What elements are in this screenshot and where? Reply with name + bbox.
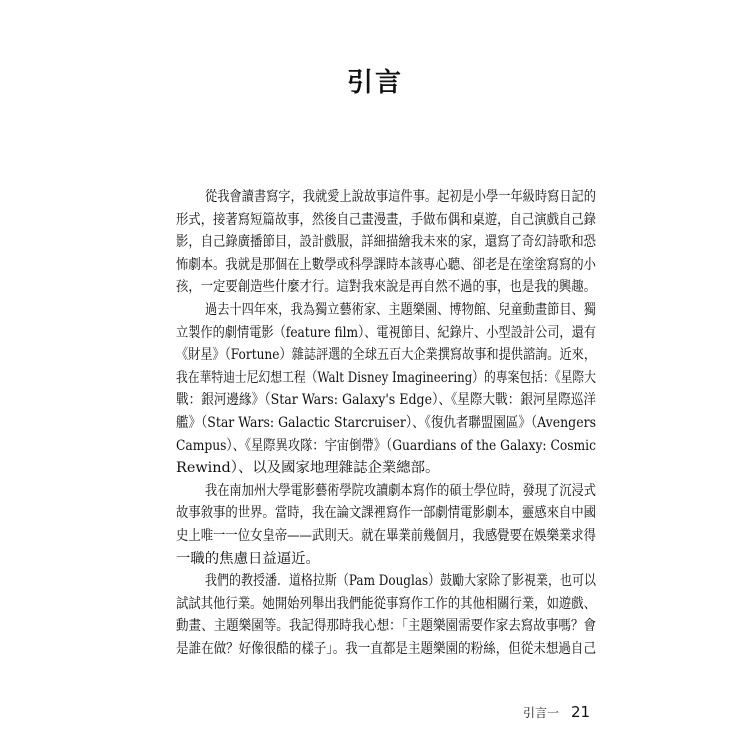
text-line: 我們的教授潘．道格拉斯（Pam Douglas）鼓勵大家除了影視業，也可以 — [205, 573, 596, 590]
text-line: 試試其他行業。她開始列舉出我們能從事寫作工作的其他相關行業，如遊戲、 — [176, 595, 596, 612]
text-line: 過去十四年來，我為獨立藝術家、主題樂園、博物館、兒童動畫節目、獨 — [205, 301, 596, 318]
text-line: 我在南加州大學電影藝術學院攻讀劇本寫作的碩士學位時，發現了沉浸式 — [205, 482, 596, 499]
text-line: 是誰在做？好像很酷的樣子」。我一直都是主題樂園的粉絲，但從未想過自己 — [176, 640, 596, 657]
body-text — [176, 186, 596, 660]
running-header-label: 引言一 — [523, 706, 560, 720]
text-line: 形式，接著寫短篇故事，然後自己畫漫畫，手做布偶和桌遊，自己演戲自己錄 — [176, 211, 596, 228]
text-line: Campus）、《星際異攻隊：宇宙倒帶》（Guardians of the Galaxy: Cosmic — [176, 437, 596, 454]
text-line: 我在華特迪士尼幻想工程（Walt Disney Imagineering）的專案包括：《星際大 — [176, 369, 596, 386]
text-line: 一職的焦慮日益逼近。 — [176, 550, 320, 567]
chapter-title: 引言 — [346, 68, 403, 98]
text-line: 艦》（Star Wars: Galactic Starcruiser）、《復仇者聯盟園區》（Avengers — [176, 414, 596, 431]
page-footer — [523, 703, 723, 721]
text-line: 立製作的劇情電影（feature film）、電視節目、紀錄片、小型設計公司，還有 — [176, 324, 596, 341]
text-line: 從我會讀書寫字，我就愛上說故事這件事。起初是小學一年級時寫日記的 — [205, 189, 596, 205]
text-line: Rewind）、以及國家地理雜誌企業總部。 — [176, 460, 440, 477]
text-line: 故事敘事的世界。當時，我在論文課裡寫作一部劇情電影劇本，靈感來自中國 — [176, 505, 596, 522]
text-line: 戰：銀河邊緣》（Star Wars: Galaxy's Edge）、《星際大戰：銀河星際巡洋 — [176, 392, 596, 409]
text-line: 《財星》（Fortune）雜誌評選的全球五百大企業撰寫故事和提供諮詢。近來， — [176, 347, 596, 364]
text-line: 孩，一定要創造些什麼才行。這對我來說是再自然不過的事，也是我的興趣。 — [176, 279, 596, 296]
text-line: 史上唯一一位女皇帝——武則天。就在畢業前幾個月，我感覺要在娛樂業求得 — [176, 527, 596, 544]
text-line: 動畫、主題樂園等。我記得那時我心想：「主題樂園需要作家去寫故事嗎？會 — [176, 618, 596, 635]
text-line: 影，自己錄廣播節目，設計戲服，詳細描繪我未來的家，還寫了奇幻詩歌和恐 — [176, 234, 596, 251]
page-number: 21 — [571, 703, 591, 721]
text-line: 怖劇本。我就是那個在上數學或科學課時本該專心聽、卻老是在塗塗寫寫的小 — [176, 256, 596, 273]
